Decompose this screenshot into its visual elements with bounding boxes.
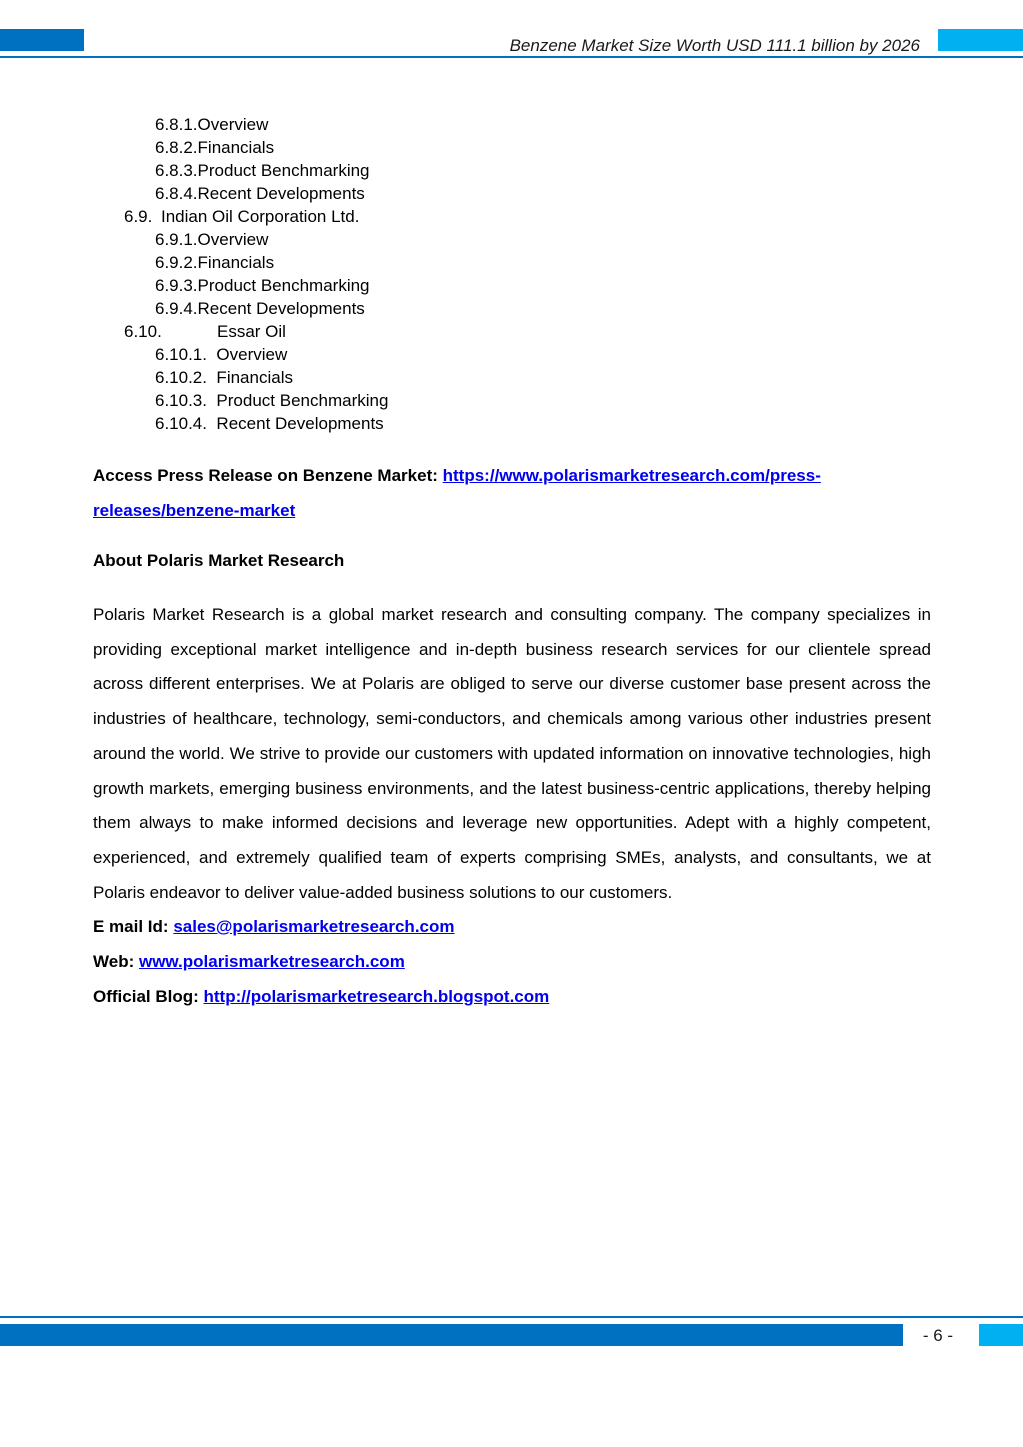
toc-section-title: Essar Oil <box>217 322 286 341</box>
toc-section-number: 6.9. <box>124 207 153 226</box>
footer-accent-block <box>979 1324 1023 1346</box>
blog-line <box>93 985 549 1009</box>
about-paragraph: Polaris Market Research is a global market research and consulting company. The company specializes in providing exceptional market intelligence and in-depth business research services for our clientele spread across different enterprises. We at Polaris are obliged to serve our diverse customer base present across the industries of healthcare, technology, semi-conductors, and chemicals among various other industries present around the world. We strive to provide our customers with updated information on innovative technologies, high growth markets, emerging business environments, and the latest business-centric applications, thereby helping them always to make informed decisions and leverage new opportunities. Adept with a highly competent, experienced, and extremely qualified team of experts comprising SMEs, analysts, and consultants, we at Polaris endeavor to deliver value-added business solutions to our customers. <box>93 605 931 902</box>
blog-link[interactable]: http://polarismarketresearch.blogspot.com <box>203 987 550 1006</box>
toc-section-number: 6.10. <box>124 322 162 341</box>
header-accent-left <box>0 29 84 51</box>
press-release-link-line1: https://www.polarismarketresearch.com/press- <box>442 466 821 485</box>
footer-rule <box>0 1316 1023 1318</box>
toc-item: 6.8.3.Product Benchmarking <box>155 161 370 180</box>
toc-item: 6.9.2.Financials <box>155 253 275 272</box>
toc-section-title: Indian Oil Corporation Ltd. <box>161 207 360 226</box>
press-release-label: Access Press Release on Benzene Market: <box>93 466 438 485</box>
email-link[interactable]: sales@polarismarketresearch.com <box>173 917 455 936</box>
web-line <box>93 950 405 974</box>
footer-accent-bar <box>0 1324 903 1346</box>
toc-item: 6.9.1.Overview <box>155 230 269 249</box>
email-label: E mail Id: <box>93 917 169 936</box>
toc-item: 6.9.4.Recent Developments <box>155 299 365 318</box>
web-link[interactable]: www.polarismarketresearch.com <box>138 952 405 971</box>
page-number: - 6 - <box>922 1326 954 1345</box>
press-release <box>93 458 931 528</box>
header-rule <box>0 56 1023 58</box>
about-heading: About Polaris Market Research <box>93 551 345 570</box>
blog-label: Official Blog: <box>93 987 199 1006</box>
toc-item: 6.8.1.Overview <box>155 115 269 134</box>
header-title: Benzene Market Size Worth USD 111.1 billion by 2026 <box>509 36 920 55</box>
toc-item: 6.9.3.Product Benchmarking <box>155 276 370 295</box>
toc-section <box>124 205 359 228</box>
toc-item: 6.10.2. Financials <box>155 368 293 387</box>
email-line <box>93 915 455 939</box>
web-label: Web: <box>93 952 135 971</box>
toc-item: 6.8.2.Financials <box>155 138 275 157</box>
header-accent-right <box>938 29 1023 51</box>
toc-item: 6.10.1. Overview <box>155 345 288 364</box>
toc-section <box>124 320 286 343</box>
press-release-link-line2: releases/benzene-market <box>93 501 296 520</box>
toc-item: 6.10.4. Recent Developments <box>155 414 384 433</box>
toc-item: 6.8.4.Recent Developments <box>155 184 365 203</box>
toc-item: 6.10.3. Product Benchmarking <box>155 391 389 410</box>
